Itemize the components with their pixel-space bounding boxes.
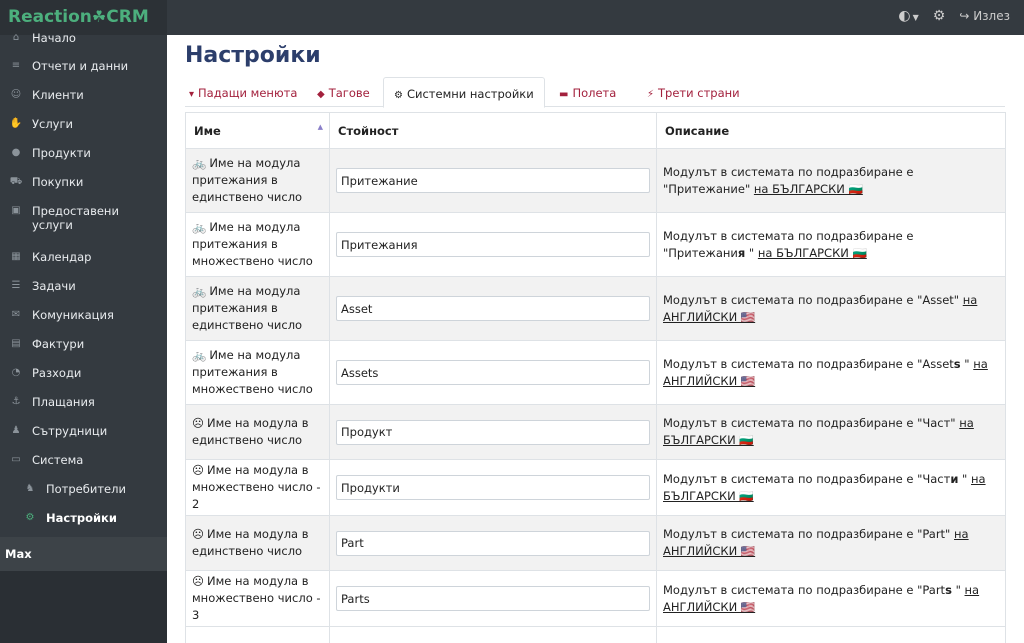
setting-description-cell — [657, 149, 1006, 213]
module-icon: 🚲 — [192, 284, 207, 298]
setting-value-input[interactable] — [336, 360, 650, 385]
setting-name: Име на модула притежания в множествено число — [192, 348, 313, 396]
sidebar-item-tasks[interactable] — [0, 279, 167, 308]
setting-description-cell — [657, 516, 1006, 571]
setting-value-cell — [330, 627, 657, 643]
sidebar-item-label: Разходи — [32, 366, 82, 380]
sidebar-item-communication[interactable] — [0, 308, 167, 337]
setting-name-cell — [186, 213, 330, 277]
sidebar-item-label: Потребители — [46, 482, 126, 496]
sidebar-item-provided-services[interactable] — [0, 204, 167, 250]
tab-fields[interactable] — [559, 77, 616, 107]
table-row — [186, 516, 1006, 571]
tab-label: Тагове — [328, 86, 370, 100]
setting-description-cell — [657, 213, 1006, 277]
module-icon: ☹ — [192, 416, 204, 430]
caret-down-icon: ▾ — [189, 89, 195, 100]
setting-name-cell — [186, 405, 330, 460]
header-label: Име — [194, 123, 221, 138]
description-text: Модулът в системата по подразбиране е "Asset — [663, 356, 954, 371]
invoice-icon: ▤ — [11, 338, 21, 349]
sidebar-item-label: Календар — [32, 250, 92, 264]
table-row — [186, 213, 1006, 277]
sidebar-item-reports[interactable] — [0, 59, 167, 88]
language-link[interactable]: на АНГЛИЙСКИ 🇺🇸 — [663, 527, 969, 558]
setting-name-cell — [186, 571, 330, 627]
hand-icon: ✋ — [9, 118, 23, 129]
sidebar-item-label: Начало — [32, 31, 76, 45]
setting-value-cell — [330, 571, 657, 627]
column-header-value[interactable] — [330, 113, 657, 149]
table-row — [186, 341, 1006, 405]
sidebar-item-label: Система — [32, 453, 84, 467]
sidebar-item-label: Сътрудници — [32, 424, 108, 438]
tab-dropdown-menus[interactable] — [189, 77, 297, 107]
sidebar-item-expenses[interactable] — [0, 366, 167, 395]
users-icon: ♞ — [25, 483, 35, 494]
user-icon: ☺ — [10, 89, 22, 100]
setting-value-input[interactable] — [336, 168, 650, 193]
setting-value-input[interactable] — [336, 420, 650, 445]
brand-suffix: CRM — [106, 7, 149, 27]
sidebar-item-label: Отчети и данни — [32, 59, 129, 73]
setting-name: Име на модула в единствено число — [192, 527, 309, 558]
setting-description-cell — [657, 627, 1006, 643]
sidebar-item-label: Задачи — [32, 279, 76, 293]
setting-value-cell — [330, 460, 657, 516]
settings-table — [185, 112, 1006, 643]
table-row — [186, 627, 1006, 643]
description-text: Модулът в системата по подразбиране е "Asset" — [663, 292, 960, 307]
setting-value-cell — [330, 277, 657, 341]
sidebar-item-payments[interactable] — [0, 395, 167, 424]
language-link[interactable]: на БЪЛГАРСКИ 🇧🇬 — [753, 181, 863, 196]
sidebar-item-label: Клиенти — [32, 88, 84, 102]
table-row — [186, 277, 1006, 341]
sidebar-item-label: Продукти — [32, 146, 91, 160]
cart-icon: ⛟ — [9, 176, 23, 187]
sidebar-item-invoices[interactable] — [0, 337, 167, 366]
sidebar-item-products[interactable] — [0, 146, 167, 175]
sidebar-item-label: Плащания — [32, 395, 95, 409]
sidebar-item-clients[interactable] — [0, 88, 167, 117]
tab-third-parties[interactable] — [647, 77, 740, 107]
plug-icon: ⚡ — [647, 89, 655, 100]
table-row — [186, 460, 1006, 516]
sort-asc-icon: ▲ — [317, 123, 323, 131]
tab-label: Трети страни — [658, 86, 740, 100]
table-row — [186, 405, 1006, 460]
setting-name-cell — [186, 516, 330, 571]
sidebar — [0, 31, 167, 643]
brand-name: Reaction — [8, 7, 92, 27]
description-bold: s — [953, 356, 961, 371]
header-label: Стойност — [338, 123, 399, 138]
sidebar-footer — [0, 571, 167, 643]
module-icon: 🚲 — [192, 348, 207, 362]
sidebar-item-system[interactable] — [0, 453, 167, 482]
calendar-icon: ▦ — [11, 251, 21, 262]
setting-name-cell — [186, 277, 330, 341]
language-link[interactable]: на АНГЛИЙСКИ 🇺🇸 — [663, 292, 978, 324]
language-link[interactable]: на АНГЛИЙСКИ 🇺🇸 — [663, 356, 988, 388]
module-icon: ☹ — [192, 463, 204, 477]
sidebar-item-label: Комуникация — [32, 308, 114, 322]
page-title: Настройки — [185, 43, 321, 68]
setting-value-cell — [330, 149, 657, 213]
sidebar-item-label: Настройки — [46, 511, 117, 525]
top-navbar — [0, 0, 1024, 35]
monitor-icon: ▭ — [11, 454, 21, 465]
description-bold: я — [737, 245, 746, 260]
description-suffix: " — [745, 245, 755, 260]
cog-icon: ⚙ — [25, 512, 35, 523]
cogs-icon: ⚙ — [394, 90, 403, 101]
database-icon: ≡ — [11, 60, 21, 71]
module-icon: ☹ — [192, 527, 204, 541]
clipboard-icon: ▣ — [11, 205, 21, 216]
description-suffix: " — [958, 471, 968, 486]
header-label: Описание — [665, 123, 730, 138]
column-header-description[interactable] — [657, 113, 1006, 149]
setting-name: Име на модула в единствено число — [192, 416, 309, 447]
chevron-down-icon: ▼ — [912, 13, 919, 22]
description-text: Модулът в системата по подразбиране е "Част — [663, 471, 951, 486]
sidebar-item-label: Предоставени услуги — [32, 204, 119, 232]
description-suffix: " — [960, 356, 970, 371]
setting-description-cell — [657, 277, 1006, 341]
description-text: Модулът в системата по подразбиране е "Притежание" — [663, 164, 914, 196]
theme-icon: ◐ — [898, 8, 911, 24]
setting-name-cell — [186, 149, 330, 213]
setting-value-input[interactable] — [336, 296, 650, 321]
description-text: Модулът в системата по подразбиране е "Part — [663, 582, 946, 597]
sidebar-item-label: Фактури — [32, 337, 85, 351]
setting-value-cell — [330, 516, 657, 571]
column-header-name[interactable] — [186, 113, 330, 149]
brand-logo[interactable] — [0, 0, 167, 35]
logout-icon: ↪ — [959, 9, 970, 23]
description-bold: s — [945, 582, 952, 597]
product-icon: ● — [11, 147, 21, 158]
setting-description-cell — [657, 341, 1006, 405]
module-icon: 🚲 — [192, 220, 207, 234]
sidebar-item-home[interactable] — [0, 31, 167, 59]
tag-icon: ◆ — [317, 89, 325, 100]
sidebar-item-purchases[interactable] — [0, 175, 167, 204]
logout-label: Излез — [973, 9, 1010, 23]
brand-logo-icon: ☘ — [91, 7, 107, 26]
setting-value-input[interactable] — [336, 232, 650, 257]
table-row — [186, 571, 1006, 627]
setting-value-cell — [330, 405, 657, 460]
payment-icon: ⚓ — [11, 396, 21, 407]
setting-name: Име на модула в множествено число - 3 — [192, 574, 321, 622]
table-row — [186, 149, 1006, 213]
current-user[interactable]: Max — [0, 537, 167, 571]
setting-name: Име на модула притежания в множествено число — [192, 220, 313, 268]
description-bold: и — [950, 471, 959, 486]
logout-button[interactable] — [959, 9, 1010, 23]
description-suffix: " — [951, 582, 961, 597]
language-link[interactable]: на БЪЛГАРСКИ 🇧🇬 — [757, 245, 867, 260]
settings-tabs — [185, 77, 1005, 107]
setting-description-cell — [657, 405, 1006, 460]
setting-name: Име на модула притежания в единствено число — [192, 284, 303, 332]
setting-value-cell — [330, 341, 657, 405]
sidebar-item-users[interactable] — [0, 482, 167, 511]
setting-name-cell — [186, 627, 330, 643]
sidebar-item-label: Услуги — [32, 117, 74, 131]
field-icon: ▬ — [559, 89, 569, 100]
expenses-icon: ◔ — [11, 367, 21, 378]
description-text: Модулът в системата по подразбиране е "Part" — [663, 527, 951, 541]
tab-tags[interactable] — [317, 77, 370, 107]
description-text: Модулът в системата по подразбиране е "Притежани — [663, 228, 914, 260]
description-text: Модулът в системата по подразбиране е "Част" — [663, 416, 956, 430]
sidebar-item-calendar[interactable] — [0, 250, 167, 279]
sidebar-item-label: Покупки — [32, 175, 84, 189]
module-icon: ☹ — [192, 574, 204, 588]
language-link[interactable]: на БЪЛГАРСКИ 🇧🇬 — [663, 471, 986, 503]
sidebar-item-services[interactable] — [0, 117, 167, 146]
tab-label: Падащи менюта — [198, 86, 298, 100]
module-icon: 🚲 — [192, 156, 207, 170]
comments-icon: ✉ — [11, 309, 21, 320]
setting-description-cell — [657, 571, 1006, 627]
setting-description-cell — [657, 460, 1006, 516]
settings-gear-icon[interactable]: ⚙ — [932, 8, 946, 24]
tasks-icon: ☰ — [11, 280, 21, 291]
setting-value-input[interactable] — [336, 475, 650, 500]
setting-value-input[interactable] — [336, 586, 650, 611]
setting-value-input[interactable] — [336, 531, 650, 556]
theme-toggle-button[interactable] — [898, 8, 918, 24]
setting-name: Име на модула притежания в единствено число — [192, 156, 303, 204]
setting-name-cell — [186, 460, 330, 516]
home-icon: ⌂ — [12, 32, 20, 43]
setting-value-cell — [330, 213, 657, 277]
tab-system-settings[interactable] — [383, 77, 545, 108]
sidebar-item-collaborators[interactable] — [0, 424, 167, 453]
language-link[interactable]: на АНГЛИЙСКИ 🇺🇸 — [663, 582, 980, 614]
language-link[interactable]: на БЪЛГАРСКИ 🇧🇬 — [663, 416, 974, 447]
collaborator-icon: ♟ — [11, 425, 21, 436]
tab-label: Полета — [572, 86, 617, 100]
main-content — [167, 35, 1024, 643]
sidebar-item-settings[interactable] — [0, 511, 167, 540]
setting-name-cell — [186, 341, 330, 405]
setting-name: Име на модула в множествено число - 2 — [192, 463, 321, 511]
tab-label: Системни настройки — [406, 87, 534, 101]
